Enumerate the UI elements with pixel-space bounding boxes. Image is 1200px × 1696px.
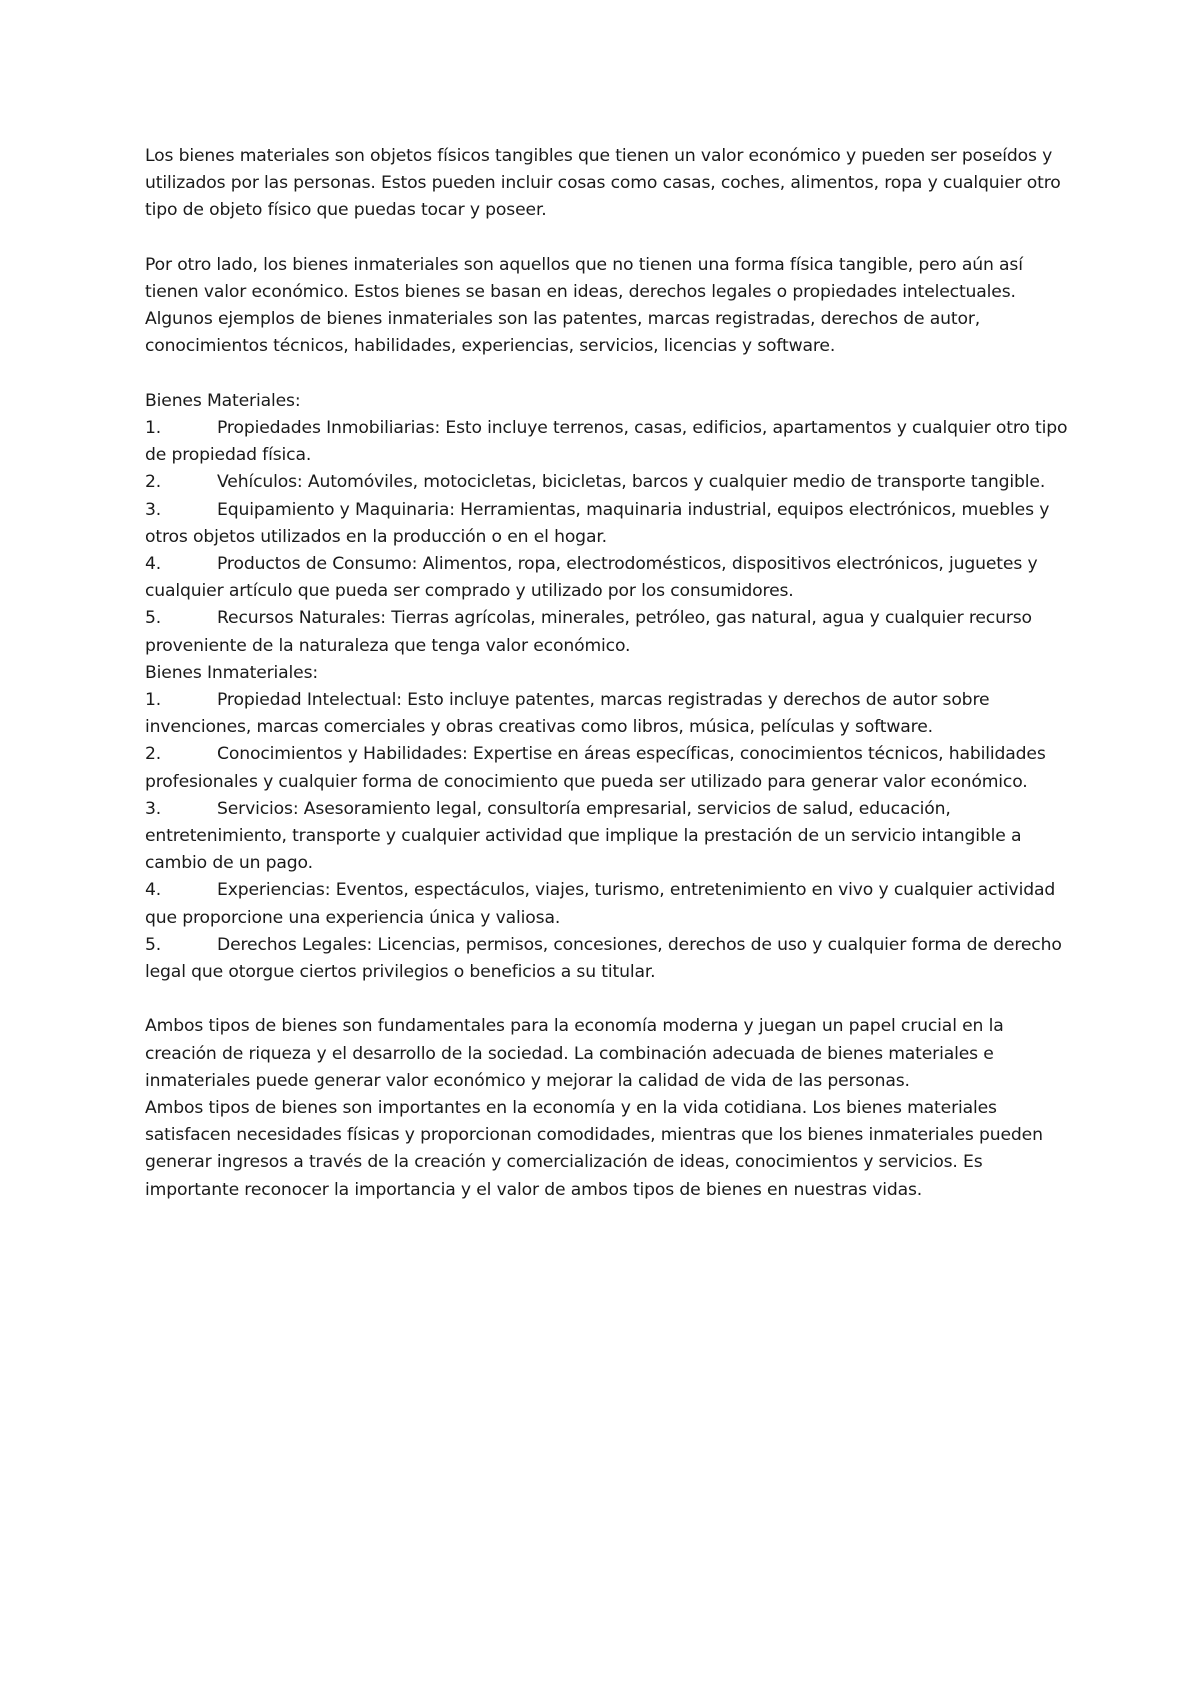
- heading-bienes-inmateriales: Bienes Inmateriales:: [145, 662, 319, 683]
- list-item-number: 1.: [145, 418, 162, 438]
- paragraph-spacer: [145, 361, 1075, 388]
- list-item-number: 3.: [145, 499, 162, 520]
- list-item-text: Recursos Naturales: Tierras agrícolas, minerales, petróleo, gas natural, agua y cualquier recurso proveniente de la naturaleza que tenga valor económico.: [145, 608, 1032, 656]
- intro-paragraph-inmateriales: Por otro lado, los bienes inmateriales son aquellos que no tienen una forma física tangible, pero aún así tienen valor económico. Estos bienes se basan en ideas, derechos legales o propiedades intelectuales. Algunos ejemplos de bienes inmateriales son las patentes, marcas registradas, derechos de autor, conocimientos técnicos, habilidades, experiencias, servicios, licencias y software.: [145, 254, 1023, 357]
- list-item: [145, 741, 1075, 795]
- closing-paragraph-fundamentales: Ambos tipos de bienes son fundamentales para la economía moderna y juegan un papel crucial en la creación de riqueza y el desarrollo de la sociedad. La combinación adecuada de bienes materiales e inmateriales puede generar valor económico y mejorar la calidad de vida de las personas.: [145, 1016, 1004, 1091]
- list-item: [145, 687, 1075, 741]
- list-item-text: Conocimientos y Habilidades: Expertise en áreas específicas, conocimientos técnicos, habilidades profesionales y cualquier forma de conocimiento que pueda ser utilizado para generar valor económico.: [145, 744, 1046, 792]
- list-item-text: Propiedades Inmobiliarias: Esto incluye terrenos, casas, edificios, apartamentos y cualquier otro tipo de propiedad física.: [145, 418, 1068, 466]
- list-item-number: 4.: [145, 554, 162, 575]
- list-item: [145, 932, 1075, 986]
- list-item-number: 5.: [145, 934, 162, 955]
- list-item: [145, 415, 1075, 469]
- list-item: [145, 469, 1075, 496]
- list-item-text: Productos de Consumo: Alimentos, ropa, electrodomésticos, dispositivos electrónicos, juguetes y cualquier artículo que pueda ser comprado y utilizado por los consumidores.: [145, 554, 1038, 602]
- list-bienes-inmateriales: [145, 687, 1075, 986]
- list-item: [145, 605, 1075, 659]
- list-item: [145, 877, 1075, 931]
- list-item-number: 2.: [145, 744, 162, 765]
- document-body: [145, 143, 1075, 1204]
- list-item: [145, 796, 1075, 878]
- list-item-number: 4.: [145, 880, 162, 901]
- list-item: [145, 551, 1075, 605]
- closing-paragraph-importantes: Ambos tipos de bienes son importantes en la economía y en la vida cotidiana. Los bienes materiales satisfacen necesidades físicas y proporcionan comodidades, mientras que los bienes inmateriales pueden generar ingresos a través de la creación y comercialización de ideas, conocimientos y servicios. Es importante reconocer la importancia y el valor de ambos tipos de bienes en nuestras vidas.: [145, 1098, 1043, 1200]
- list-item-text: Experiencias: Eventos, espectáculos, viajes, turismo, entretenimiento en vivo y cualquier actividad que proporcione una experiencia única y valiosa.: [145, 880, 1056, 928]
- list-item-number: 2.: [145, 472, 162, 493]
- list-item-text: Servicios: Asesoramiento legal, consultoría empresarial, servicios de salud, educación, entretenimiento, transporte y cualquier actividad que implique la prestación de un servicio intangible a cambio de un pago.: [145, 798, 1022, 874]
- list-item: [145, 497, 1075, 551]
- list-item-text: Equipamiento y Maquinaria: Herramientas, maquinaria industrial, equipos electrónicos, muebles y otros objetos utilizados en la producción o en el hogar.: [145, 499, 1050, 547]
- list-item-text: Derechos Legales: Licencias, permisos, concesiones, derechos de uso y cualquier forma de derecho legal que otorgue ciertos privilegios o beneficios a su titular.: [145, 934, 1062, 983]
- list-item-text: Propiedad Intelectual: Esto incluye patentes, marcas registradas y derechos de autor sobre invenciones, marcas comerciales y obras creativas como libros, música, películas y software.: [145, 690, 990, 738]
- list-bienes-materiales: [145, 415, 1075, 660]
- list-item-number: 1.: [145, 690, 162, 711]
- intro-paragraph-materiales: Los bienes materiales son objetos físicos tangibles que tienen un valor económico y pueden ser poseídos y utilizados por las personas. Estos pueden incluir cosas como casas, coches, alimentos, ropa y cualquier otro tipo de objeto físico que puedas tocar y poseer.: [145, 146, 1061, 221]
- paragraph-spacer: [145, 225, 1075, 252]
- paragraph-spacer: [145, 986, 1075, 1013]
- heading-bienes-materiales: Bienes Materiales:: [145, 390, 301, 411]
- list-item-text: Vehículos: Automóviles, motocicletas, bicicletas, barcos y cualquier medio de transporte tangible.: [217, 472, 1046, 493]
- list-item-number: 3.: [145, 798, 162, 819]
- list-item-number: 5.: [145, 608, 162, 629]
